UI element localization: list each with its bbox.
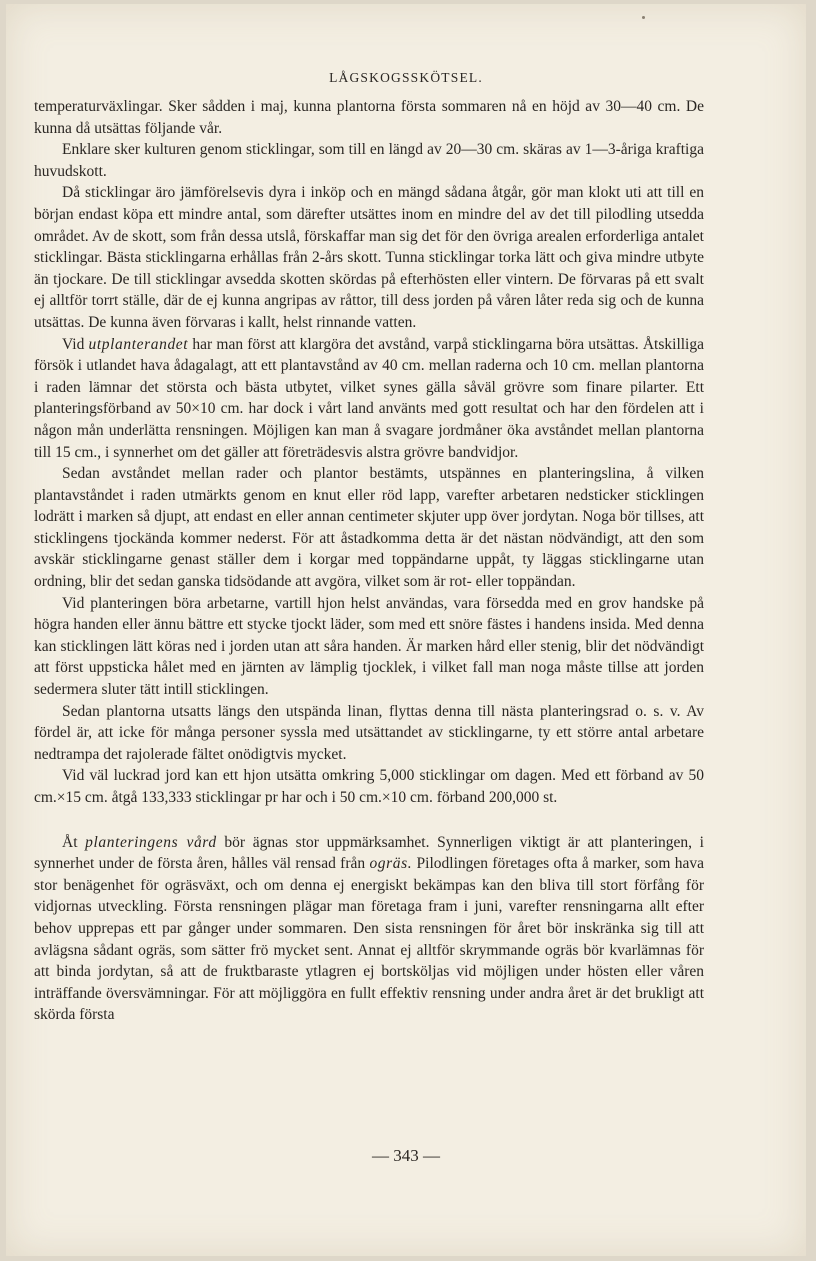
paragraph-p9 bbox=[34, 832, 704, 1026]
speck-mark bbox=[642, 16, 645, 19]
running-header: LÅGSKOGSSKÖTSEL. bbox=[329, 70, 483, 85]
paragraph-p1 bbox=[34, 96, 704, 139]
paragraph-text: Sedan plantorna utsatts längs den utspända linan, flyttas denna till nästa planteringsrad o. s. v. Av fördel är, att icke för många personer syssla med utsättandet av sticklingarne, ty ett större antal arbetare nedtrampa det rajolerade fältet onödigtvis mycket. bbox=[34, 702, 704, 763]
paragraph-text: bör ägnas stor uppmärksamhet. Synnerligen viktigt är att planteringen, i synnerhet under de första åren, hålles väl rensad från bbox=[34, 833, 704, 873]
italic-term: planteringens vård bbox=[85, 833, 217, 851]
paragraph-text: Åt bbox=[62, 833, 86, 851]
italic-term: utplanterandet bbox=[88, 335, 189, 353]
paragraph-text: har man först att klargöra det avstånd, varpå sticklingarna böra utsättas. Åtskilliga försök i utlandet hava ådagalagt, att ett plantavstånd av 40 cm. mellan raderna och 10 cm. mellan plantorna i raden lämnar det största och bästa utbytet, vilket synes gälla såväl grövre som finare pilarter. Ett planteringsförband av 50×10 cm. har dock i vårt land använts med gott resultat och har den fördelen att i någon mån underlätta rensningen. Möjligen kan man å svagare jordmåner öka avståndet mellan plantorna till 15 cm., i synnerhet om det gäller att företrädesvis alstra grövre bandvidjor. bbox=[34, 335, 704, 461]
paragraph-text: Då sticklingar äro jämförelsevis dyra i inköp och en mängd sådana åtgår, gör man klokt uti att till en början endast köpa ett mindre antal, som därefter utsättes inom en mindre del av det till pilodling utsedda området. Av de skott, som från dessa utslå, förskaffar man sig det för den övriga arealen erforderliga antalet sticklingar. Bästa sticklingarna erhållas från 2-års skott. Tunna sticklingar torka lätt och giva mindre utbyte än tjockare. De till sticklingar avsedda skotten skördas på efterhösten eller vintern. De förvaras på ett svalt ej alltför torrt ställe, där de ej kunna angripas av råttor, till dess jorden på våren låter reda sig och de kunna utsättas. De kunna även förvaras i kallt, helst rinnande vatten. bbox=[34, 184, 704, 331]
paragraph-text: Vid planteringen böra arbetarne, vartill hjon helst användas, vara försedda med en grov handske på högra handen eller ännu bättre ett stycke tjockt läder, som med ett snöre fästes i handens insida. Med denna kan sticklingen lätt köras ned i jorden utan att såra handen. Är marken hård eller stenig, blir det nödvändigt att först uppsticka hålet med en järnten av lämplig tjocklek, i vilket fall man noga måste tillse att jorden sedermera sluter tätt intill sticklingen. bbox=[34, 594, 704, 699]
book-page bbox=[6, 4, 806, 1256]
italic-term: ogräs. bbox=[369, 855, 413, 873]
paragraph-p8 bbox=[34, 765, 704, 808]
paragraph-text: Enklare sker kulturen genom sticklingar, som till en längd av 20—30 cm. skäras av 1—3-åriga kraftiga huvudskott. bbox=[34, 141, 704, 180]
body-text bbox=[34, 96, 704, 1026]
paragraph-text: Sedan avståndet mellan rader och plantor bestämts, utspännes en planteringslina, å vilken plantavståndet i raden utmärkts genom en knut eller röd lapp, varefter arbetaren nedsticker sticklingen lodrätt i marken så djupt, att endast en eller annan centimeter skjuter upp över jordytan. Noga bör tillses, att sticklingens tjockända kommer nederst. För att åstadkomma detta är det nästan nödvändigt, att den som avskär sticklingarne genast ställer dem i korgar med toppändarne uppåt, ty läggas sticklingarne utan ordning, blir det sedan ganska tidsödande att avgöra, vilket som är rot- eller toppändan. bbox=[34, 465, 704, 591]
paragraph-text: Vid bbox=[62, 335, 89, 353]
page-number: — 343 — bbox=[372, 1146, 440, 1165]
paragraph-p4 bbox=[34, 334, 704, 464]
paragraph-p7 bbox=[34, 701, 704, 766]
paragraph-text: Pilodlingen företages ofta å marker, som hava stor benägenhet för ogräsväxt, och om denna ej energiskt bekämpas kan den bliva till stort förfång för vidjornas utveckling. Första rensningen plägar man företaga fram i juni, varefter rensningarna allt efter behov upprepas ett par gånger under sommaren. Den sista rensningen för året bör inskränka sig till att avlägsna sådant ogräs, som sätter frö mycket sent. Annat ej alltför skrymmande ogräs bör kvarlämnas för att binda jordytan, så att de fruktbaraste ytlagren ej bortsköljas vid möjligen under hösten eller våren inträffande översvämningar. För att möjliggöra en fullt effektiv rensning under andra året är det brukligt att skörda första bbox=[34, 855, 704, 1024]
paragraph-p3 bbox=[34, 182, 704, 333]
paragraph-p2 bbox=[34, 139, 704, 182]
paragraph-p6 bbox=[34, 593, 704, 701]
paragraph-text: Vid väl luckrad jord kan ett hjon utsätta omkring 5,000 sticklingar om dagen. Med ett förband av 50 cm.×15 cm. åtgå 133,333 sticklingar pr har och i 50 cm.×10 cm. förband 200,000 st. bbox=[34, 767, 704, 806]
paragraph-p5 bbox=[34, 463, 704, 593]
paragraph-text: temperaturväxlingar. Sker sådden i maj, kunna plantorna första sommaren nå en höjd av 30—40 cm. De kunna då utsättas följande vår. bbox=[34, 98, 704, 137]
